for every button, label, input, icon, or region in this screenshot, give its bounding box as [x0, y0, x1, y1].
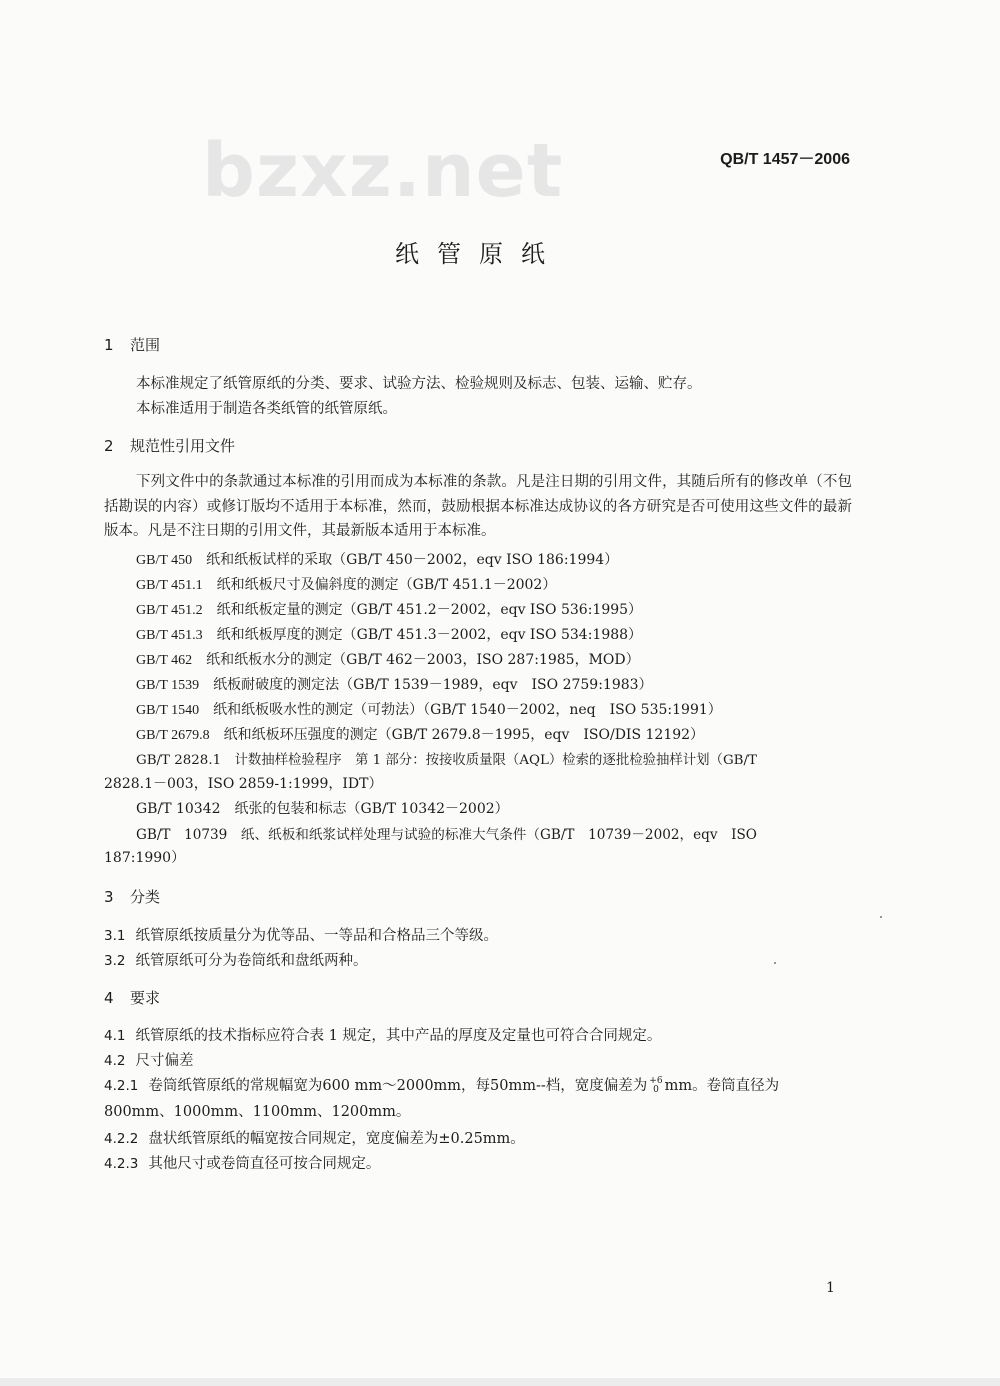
- section-3-heading: [104, 886, 160, 907]
- reference-item-2828-line2: 2828.1－003，ISO 2859-1:1999，IDT）: [104, 776, 383, 792]
- standard-code: QB/T 1457－2006: [720, 151, 850, 168]
- reference-item-2828-line1: GB/T 2828.1 计数抽样检验程序 第 1 部分：按接收质量限（AQL）检索的逐批检验抽样计划（GB/T: [136, 753, 757, 768]
- references-intro: 下列文件中的条款通过本标准的引用而成为本标准的条款。凡是注日期的引用文件，其随后所有的修改单（不包括勘误的内容）或修订版均不适用于本标准，然而，鼓励根据本标准达成协议的各方研究是否可使用这些文件的最新版本。凡是不注日期的引用文件，其最新版本适用于本标准。: [104, 474, 852, 539]
- section-2-heading: [104, 435, 235, 456]
- clause-text: 盘状纸管原纸的幅宽按合同规定，宽度偏差为±0.25mm。: [148, 1131, 525, 1147]
- clause-number: 3.2: [104, 953, 126, 969]
- reference-item: [136, 674, 653, 694]
- section-title: 范围: [130, 336, 161, 354]
- reference-code: GB/T 451.2: [136, 603, 203, 618]
- reference-text: 纸和纸板厚度的测定（GB/T 451.3－2002，eqv ISO 534:1988）: [216, 627, 643, 643]
- section-4-heading: [104, 987, 160, 1008]
- clause-text: 卷筒纸管原纸的常规幅宽为600 mm～2000mm，每50mm--档，宽度偏差为: [148, 1078, 648, 1094]
- page-number: 1: [826, 1280, 835, 1296]
- clause-4-2: [104, 1049, 193, 1070]
- reference-item: [136, 649, 640, 669]
- scan-bottom-edge: [0, 1378, 1000, 1386]
- scope-paragraph-1: 本标准规定了纸管原纸的分类、要求、试验方法、检验规则及标志、包装、运输、贮存。: [136, 376, 702, 392]
- reference-code: GB/T 1539: [136, 678, 200, 693]
- section-number: 1: [104, 336, 114, 354]
- clause-4-2-3: [104, 1152, 380, 1173]
- clause-number: 4.2: [104, 1053, 126, 1069]
- tolerance-lower: 0: [653, 1085, 659, 1095]
- reference-text: 纸和纸板试样的采取（GB/T 450－2002，eqv ISO 186:1994）: [206, 552, 619, 568]
- reference-item-10342: GB/T 10342 纸张的包装和标志（GB/T 10342－2002）: [136, 801, 509, 817]
- clause-text: 纸管原纸可分为卷筒纸和盘纸两种。: [135, 953, 368, 969]
- reference-code: GB/T 462: [136, 653, 193, 668]
- clause-number: 4.2.3: [104, 1156, 139, 1172]
- clause-3-2: [104, 949, 367, 970]
- section-number: 3: [104, 888, 114, 906]
- reference-text: 纸和纸板水分的测定（GB/T 462－2003，ISO 287:1985，MOD）: [206, 652, 640, 668]
- reference-code: GB/T 2679.8: [136, 728, 210, 743]
- watermark: bzxz.net: [202, 128, 564, 214]
- document-title: 纸管原纸: [395, 240, 563, 268]
- reference-text: 纸和纸板吸水性的测定（可勃法）（GB/T 1540－2002，neq ISO 535:1991）: [213, 702, 722, 718]
- clause-text: 尺寸偏差: [135, 1053, 194, 1069]
- clause-4-1: [104, 1024, 661, 1045]
- reference-item: [136, 574, 556, 594]
- clause-number: 4.2.2: [104, 1131, 139, 1147]
- reference-code: GB/T 451.3: [136, 628, 203, 643]
- reference-text: 纸和纸板尺寸及偏斜度的测定（GB/T 451.1－2002）: [216, 577, 557, 593]
- reference-text: 纸板耐破度的测定法（GB/T 1539－1989，eqv ISO 2759:1983）: [213, 677, 653, 693]
- clause-text: 纸管原纸按质量分为优等品、一等品和合格品三个等级。: [135, 928, 498, 944]
- clause-3-1: [104, 924, 498, 945]
- reference-code: GB/T 450: [136, 553, 193, 568]
- clause-4-2-1: [104, 1074, 779, 1095]
- section-title: 要求: [130, 989, 161, 1007]
- reference-item: [136, 699, 722, 719]
- section-title: 规范性引用文件: [130, 437, 236, 455]
- reference-code: GB/T 451.1: [136, 578, 203, 593]
- section-number: 4: [104, 989, 114, 1007]
- clause-number: 3.1: [104, 928, 126, 944]
- reference-text: 纸和纸板定量的测定（GB/T 451.2－2002，eqv ISO 536:1995）: [216, 602, 643, 618]
- clause-text: 其他尺寸或卷筒直径可按合同规定。: [148, 1156, 381, 1172]
- reference-item: [136, 599, 642, 619]
- reference-item-10739-line2: 187:1990）: [104, 850, 186, 866]
- reference-item: [136, 549, 618, 569]
- section-1-heading: [104, 334, 160, 355]
- reference-item-10739-line1: GB/T 10739 纸、纸板和纸浆试样处理与试验的标准大气条件（GB/T 10739－2002，eqv ISO: [136, 827, 757, 843]
- clause-number: 4.2.1: [104, 1078, 139, 1094]
- reference-item: [136, 624, 642, 644]
- reference-item: [136, 724, 704, 744]
- scan-speck: [774, 962, 776, 964]
- tolerance: [649, 1077, 662, 1095]
- reference-code: GB/T 1540: [136, 703, 200, 718]
- scope-paragraph-2: 本标准适用于制造各类纸管的纸管原纸。: [136, 401, 397, 417]
- clause-4-2-1-line2: 800mm、1000mm、1100mm、1200mm。: [104, 1104, 411, 1120]
- reference-text: 纸和纸板环压强度的测定（GB/T 2679.8－1995，eqv ISO/DIS 12192）: [223, 727, 705, 743]
- tolerance-upper: +6: [649, 1076, 663, 1086]
- section-title: 分类: [130, 888, 161, 906]
- clause-number: 4.1: [104, 1028, 126, 1044]
- clause-4-2-2: [104, 1127, 525, 1148]
- scan-speck: [880, 916, 882, 918]
- clause-text-cont: mm。卷筒直径为: [664, 1078, 780, 1094]
- clause-text: 纸管原纸的技术指标应符合表 1 规定，其中产品的厚度及定量也可符合合同规定。: [135, 1028, 662, 1044]
- section-number: 2: [104, 437, 114, 455]
